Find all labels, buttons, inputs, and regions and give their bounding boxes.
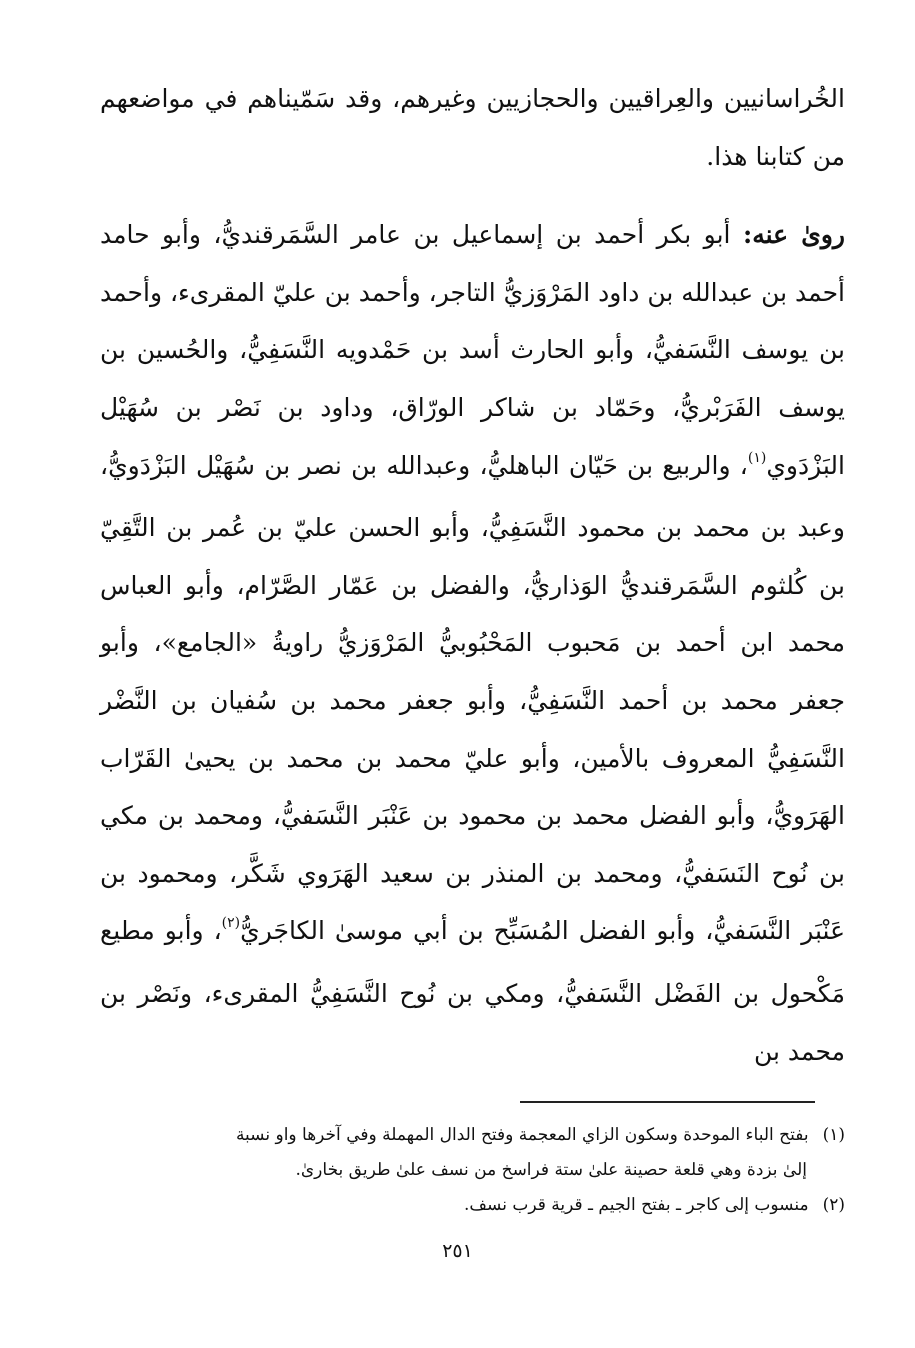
paragraph-text: ، وأبو مطيع مَكْحول بن الفَضْل النَّسَفيُّ، ومكي بن نُوح النَّسَفِيُّ المقرىء، ونَصْر بن محمد بن: [100, 916, 845, 1066]
footnote-reference[interactable]: (٢): [221, 915, 241, 932]
footnote-text: منسوب إلى كاجر ـ بفتح الجيم ـ قرية قرب نسف.: [464, 1195, 809, 1215]
footnote-continuation: [100, 1153, 845, 1188]
paragraph-text: أبو بكر أحمد بن إسماعيل بن عامر السَّمَرقنديُّ، وأبو حامد أحمد بن عبدالله بن داود المَرْوَزيُّ التاجر، وأحمد بن عليّ المقرىء، وأحمد بن يوسف النَّسَفيُّ، وأبو الحارث أسد بن حَمْدويه النَّسَفِيُّ، والحُسين بن يوسف الفَرَبْريُّ، وحَمّاد بن شاكر الورّاق، وداود بن نَصْر بن سُهَيْل البَزْدَوي: [99, 220, 845, 480]
footnote: [100, 1188, 845, 1223]
footnote: [100, 1118, 845, 1153]
footnote-reference[interactable]: (١): [747, 449, 767, 466]
paragraph-text: ، والربيع بن حَيّان الباهليُّ، وعبدالله بن نصر بن سُهَيْل البَزْدَويُّ، وعبد بن محمد بن محمود النَّسَفِيُّ، وأبو الحسن عليّ بن عُمر بن التَّقِيّ بن كُلثوم السَّمَرقنديُّ الوَذاريُّ، والفضل بن عَمّار الصَّرّام، وأبو العباس محمد ابن أحمد بن مَحبوب المَحْبُوبيُّ المَرْوَزيُّ راويةُ «الجامع»، وأبو جعفر محمد بن أحمد النَّسَفِيُّ، وأبو جعفر محمد بن سُفيان بن النَّضْر النَّسَفِيُّ المعروف بالأمين، وأبو عليّ محمد بن محمد بن يحيىٰ القَرّاب الهَرَويُّ، وأبو الفضل محمد بن محمود بن عَنْبَر النَّسَفيُّ، ومحمد بن مكي بن نُوح النَسَفيُّ، ومحمد بن المنذر بن سعيد الهَرَوي شَكَّر، ومحمود بن عَنْبَر النَّسَفيُّ، وأبو الفضل المُسَبِّح بن أبي موسىٰ الكاجَريُّ: [100, 450, 845, 946]
main-text: [100, 70, 845, 1080]
paragraph-continuation: [100, 70, 845, 185]
footnote-text: بفتح الباء الموحدة وسكون الزاي المعجمة وفتح الدال المهملة وفي آخرها واو نسبة: [235, 1125, 809, 1145]
paragraph-narrators: [100, 206, 845, 1080]
paragraph-text: الخُراسانيين والعِراقيين والحجازيين وغيرهم، وقد سَمّيناهم في مواضعهم من كتابنا هذا.: [100, 84, 845, 171]
paragraph-lead: روىٰ عنه:: [742, 220, 846, 250]
page-number: ٢٥١: [442, 1240, 473, 1262]
footnotes-section: [100, 1118, 845, 1223]
footnote-divider: [520, 1101, 815, 1103]
footnote-text: إلىٰ بزدة وهي قلعة حصينة علىٰ ستة فراسخ من نسف علىٰ طريق بخارىٰ.: [295, 1160, 807, 1180]
footnote-number: (٢): [822, 1195, 845, 1215]
footnote-number: (١): [822, 1125, 845, 1145]
